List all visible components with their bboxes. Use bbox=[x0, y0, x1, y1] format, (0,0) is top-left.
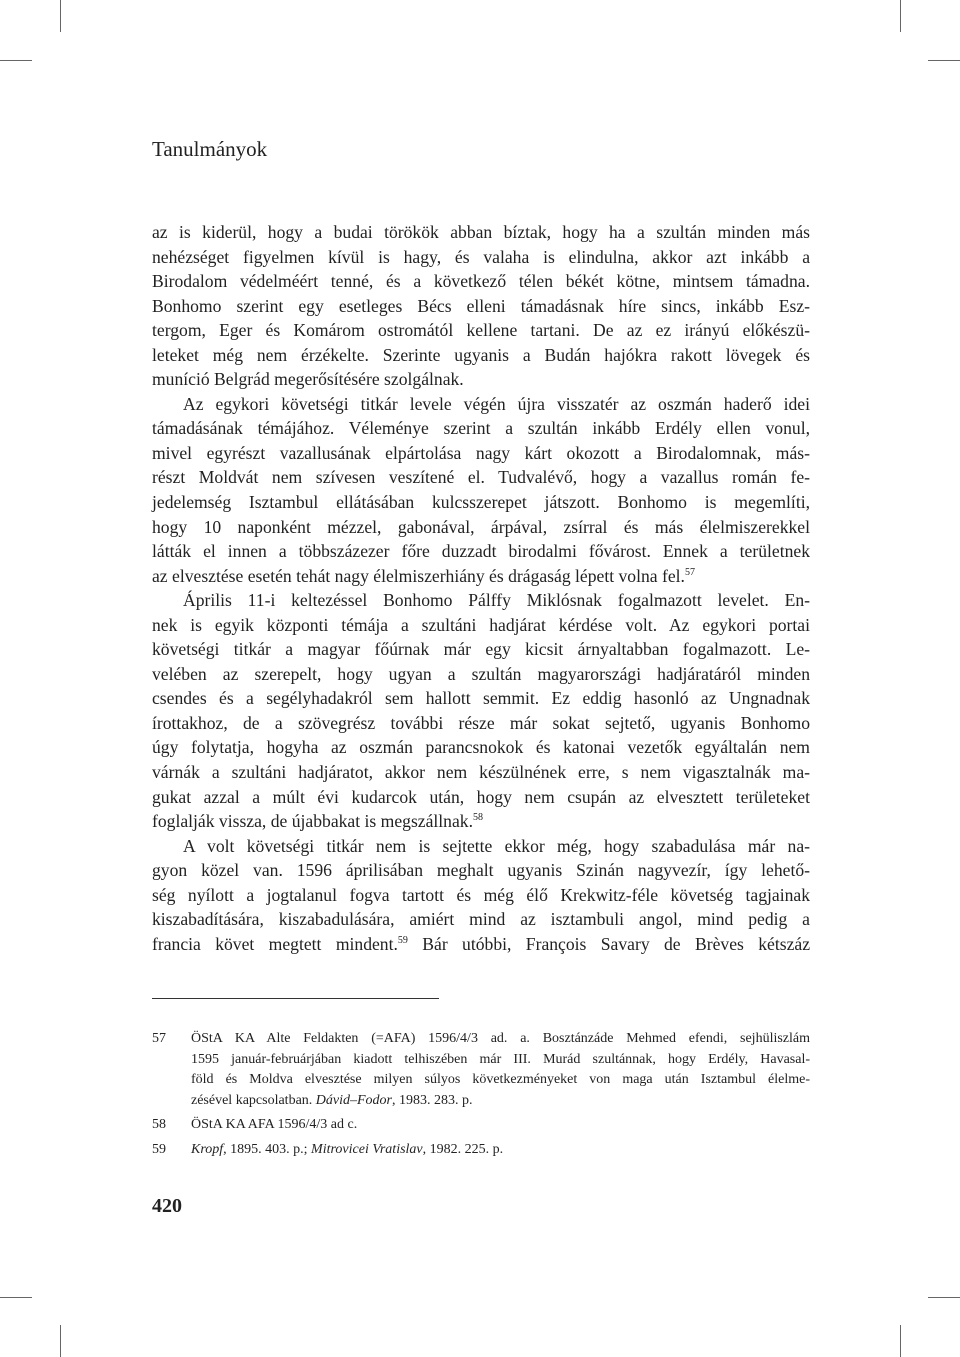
body-line: jedelemség Isztambul ellátásában kulcsszerepet játszott. Bonhomo is megemlíti, bbox=[152, 492, 810, 513]
footnote-ref: 59 bbox=[397, 934, 408, 946]
body-line: ség nyílott a jogtalanul fogva tartott és még élő Krekwitz-féle követség tagjainak bbox=[152, 884, 810, 905]
crop-mark bbox=[60, 1325, 61, 1357]
footnote-line: zésével kapcsolatban. Dávid–Fodor, 1983. 283. p. bbox=[191, 1092, 473, 1108]
footnote-ref: 57 bbox=[684, 566, 695, 578]
body-line: az elvesztése esetén tehát nagy élelmiszerhiány és drágaság lépett volna fel.$^{57}$ bbox=[152, 565, 695, 586]
crop-mark bbox=[900, 1325, 901, 1357]
body-line: velében az szerepelt, hogy ugyan a szultán magyarországi hadjáratáról minden bbox=[152, 663, 810, 684]
body-line: Az egykori követségi titkár levele végén újra visszatér az oszmán haderő idei bbox=[183, 393, 810, 414]
footnote-line: föld és Moldva elvesztése milyen súlyos következményeket von maga után Isztambul élelme- bbox=[191, 1072, 810, 1087]
footnote-separator bbox=[152, 998, 439, 999]
body-line: Birodalom védelméért tenné, és a következő télen békét kötne, mintsem támadna. bbox=[152, 271, 810, 292]
body-text bbox=[152, 220, 810, 956]
body-line: gukat azzal a múlt évi kudarcok után, hogy nem csupán az elvesztett területeket bbox=[152, 786, 810, 807]
body-line: hogy 10 naponként mézzel, gabonával, árpával, zsírral és más élelmiszerekkel bbox=[152, 516, 810, 537]
body-line: Bonhomo szerint egy esetleges Bécs elleni támadásnak híre sincs, inkább Esz- bbox=[152, 295, 810, 316]
body-line: Április 11-i keltezéssel Bonhomo Pálffy Miklósnak fogalmazott levelet. En- bbox=[183, 590, 810, 611]
footnote-58 bbox=[152, 1115, 810, 1136]
footnote-57 bbox=[152, 1029, 810, 1111]
footnote-line: 1595 január-februárjában kiadott telhiszében már III. Murád szultánnak, hogy Erdély, Havasal- bbox=[191, 1051, 810, 1067]
body-line: követségi titkár a magyar főúrnak már egy kicsit árnyaltabban fogalmazott. Le- bbox=[152, 639, 810, 660]
body-line: támadásának témájához. Véleménye szerint a szultán inkább Erdély ellen vonul, bbox=[152, 418, 810, 439]
body-line: nek is egyik központi témája a szultáni hadjárat kérdése volt. Az egykori portai bbox=[152, 614, 810, 635]
body-line: írottakhoz, de a szövegrész további része már sokat sejtető, ugyanis Bonhomo bbox=[152, 712, 810, 733]
footnote-line: ÖStA KA AFA 1596/4/3 ad c. bbox=[191, 1117, 358, 1132]
footnote-59 bbox=[152, 1140, 810, 1161]
body-line: csendes és a segélyhadakról sem hallott semmit. Ez eddig hasonló az Ungnadnak bbox=[152, 688, 810, 709]
crop-mark bbox=[60, 0, 61, 32]
body-line: leteket még nem érzékelte. Szerinte ugyanis a Budán hajókra rakott lövegek és bbox=[152, 344, 810, 365]
footnote-line: ÖStA KA Alte Feldakten (=AFA) 1596/4/3 ad. a. Bosztánzáde Mehmed efendi, sejhüliszlám bbox=[191, 1031, 810, 1046]
body-line: mivel egyrészt vazallusának elpártolása nagy kárt okozott a Birodalomnak, más- bbox=[152, 442, 810, 463]
body-line: az is kiderül, hogy a budai törökök abban bíztak, hogy ha a szultán minden más bbox=[152, 222, 810, 242]
body-line: gyon közel van. 1596 áprilisában meghalt ugyanis Szinán nagyvezír, így lehető- bbox=[152, 860, 810, 881]
crop-mark bbox=[928, 1297, 960, 1298]
footnote-number: 57 bbox=[152, 1031, 166, 1046]
body-line: nehézséget figyelmen kívül is hagy, és valaha is elindulna, akkor azt inkább a bbox=[152, 246, 810, 267]
body-line: tergom, Eger és Komárom ostromától kellene tartani. De az ez irányú előkészü- bbox=[152, 320, 810, 341]
crop-mark bbox=[0, 1297, 32, 1298]
footnote-ref: 58 bbox=[472, 812, 483, 824]
footnotes bbox=[152, 1029, 810, 1164]
page-number: 420 bbox=[152, 1195, 182, 1217]
crop-mark bbox=[0, 60, 32, 61]
body-line: A volt követségi titkár nem is sejtette ekkor még, hogy szabadulása már na- bbox=[183, 835, 810, 856]
body-line: francia követ megtett mindent.$^{59}$ Bár utóbbi, François Savary de Brèves kétszáz bbox=[152, 933, 810, 954]
body-line: foglalják vissza, de újabbakat is megszállnak.$^{58}$ bbox=[152, 811, 483, 832]
body-line: úgy folytatja, hogyha az oszmán parancsnokok és katonai vezetők egyáltalán nem bbox=[152, 737, 810, 758]
body-line: muníció Belgrád megerősítésére szolgálnak. bbox=[152, 369, 464, 390]
body-line: kiszabadítására, kiszabadulására, amiért mind az isztambuli angol, mind pedig a bbox=[152, 909, 810, 930]
body-line: várnák a szultáni hadjáratot, akkor nem készülnének erre, s nem vigasztalnák ma- bbox=[152, 762, 810, 783]
body-line: látták el innen a többszázezer főre duzzadt birodalmi fővárost. Ennek a területnek bbox=[152, 541, 810, 562]
body-line: részt Moldvát nem szívesen veszítené el. Tudvalévő, hogy a vazallus román fe- bbox=[152, 467, 810, 488]
footnote-number: 59 bbox=[152, 1141, 166, 1157]
crop-mark bbox=[900, 0, 901, 32]
crop-mark bbox=[928, 60, 960, 61]
footnote-line: Kropf, 1895. 403. p.; Mitrovicei Vratislav, 1982. 225. p. bbox=[191, 1141, 504, 1157]
footnote-number: 58 bbox=[152, 1117, 166, 1132]
running-head: Tanulmányok bbox=[152, 137, 268, 161]
